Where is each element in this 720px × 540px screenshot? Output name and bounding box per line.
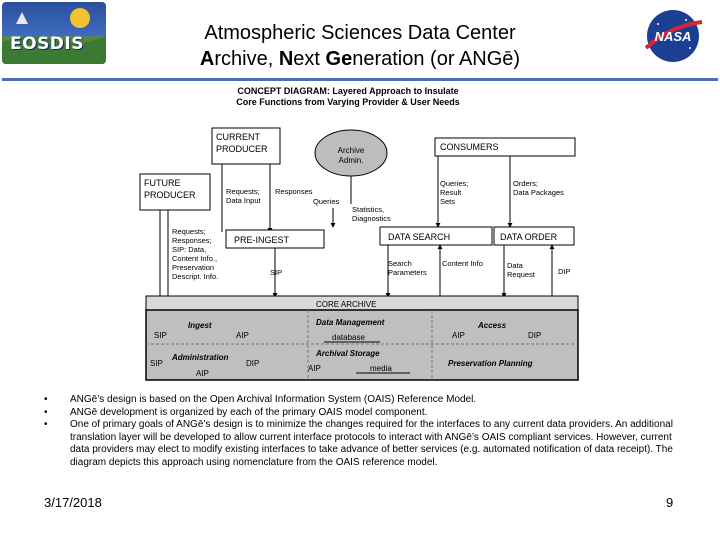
archival-storage-label: Archival Storage [316,349,380,358]
title-emph-a: A [199,48,215,70]
bullet-marker: • [44,419,48,430]
ingest-sip-label: SIP [154,331,167,340]
data-input-label: Data Input [226,196,261,205]
admin-sip-label: SIP [150,359,163,368]
left-label-4: Preservation [172,263,215,272]
title-emph-ge: Ge [325,48,353,70]
administration-label: Administration [172,353,229,362]
footer-date: 3/17/2018 [44,495,102,510]
access-aip-label: AIP [452,331,465,340]
bullet-item [44,394,684,407]
orders-label-1: Orders; [513,179,539,188]
media-label: media [370,364,392,373]
queries-result-label-3: Sets [440,197,456,206]
access-dip-label: DIP [528,331,542,340]
admin-dip-label: DIP [246,359,260,368]
eosdis-logo [2,2,106,64]
queries-result-label-1: Queries; [440,179,469,188]
search-params-label-1: Search [388,259,412,268]
dip-right-label: DIP [558,267,571,276]
bullet-text: ANGē development is organized by each of the primary OAIS model component. [70,406,428,418]
diagnostics-label: Diagnostics [352,214,391,223]
producer-submission-labels [172,227,218,281]
statistics-label: Statistics, [352,205,385,214]
requests-label: Requests; [226,187,260,196]
queries-result-label-2: Result [440,188,462,197]
consumers-label: CONSUMERS [440,142,499,152]
left-label-3: Content Info., [172,254,218,263]
slide-title [140,20,580,72]
bullet-text: One of primary goals of ANGē’s design is to minimize the changes required for the interfaces to any current data providers. An additional translation layer will be developed to allow current interface protocols to interact with ANGē’s OAIS compliant services. However, current data providers may elect to modify existing interfaces to take advance of better services (e.g. automated notification of data receipt). The diagram depicts this approach using nomenclature from the OAIS reference model. [70,419,673,468]
search-params-label-2: Parameters [388,268,427,277]
header-rule [2,78,718,81]
pre-ingest-label: PRE-INGEST [234,235,290,245]
eosdis-logo-text: EOSDIS [10,34,84,54]
archive-admin-label-2: Admin. [338,156,364,165]
nasa-logo [640,8,706,64]
content-info-label: Content Info [442,259,483,268]
data-order-label: DATA ORDER [500,232,558,242]
data-request-label-2: Request [507,270,535,279]
left-label-0: Requests; [172,227,206,236]
title-part-b: rchive, [214,48,279,70]
future-producer-label-1: FUTURE [144,178,181,188]
bullet-text: ANGē’s design is based on the Open Archival Information System (OAIS) Reference Model. [70,394,477,405]
access-label: Access [478,321,507,330]
nasa-logo-text: NASA [654,29,692,44]
archive-admin-label-1: Archive [337,146,365,155]
title-line-2 [140,46,580,72]
responses-label: Responses [275,187,313,196]
current-producer-label-2: PRODUCER [216,144,268,154]
core-archive-label: CORE ARCHIVE [316,300,377,309]
data-management-label: Data Management [316,318,385,327]
footer-page-number: 9 [666,495,674,510]
preservation-planning-label: Preservation Planning [448,359,533,368]
orders-label-2: Data Packages [513,188,564,197]
concept-diagram [130,82,585,382]
eosdis-logo-graphic [2,2,106,64]
bullet-item [44,419,684,469]
title-emph-n: N [278,48,294,70]
future-producer-label-2: PRODUCER [144,190,196,200]
title-part-d: ext [293,48,326,70]
database-label: database [332,333,365,342]
bullet-marker: • [44,406,48,418]
queries-label-mid: Queries [313,197,340,206]
title-line-1: Atmospheric Sciences Data Center [204,22,516,44]
bullet-marker: • [44,394,48,405]
bullet-item [44,407,684,420]
left-label-2: SIP: Data, [172,245,207,254]
diagram-heading-2: Core Functions from Varying Provider & User Needs [236,97,460,107]
left-label-5: Descript. Info. [172,272,219,281]
title-part-f: neration (or ANGē) [352,48,521,70]
bullet-list [44,394,684,469]
data-request-label-1: Data [507,261,523,270]
data-search-label: DATA SEARCH [388,232,451,242]
ingest-label: Ingest [188,321,212,330]
storage-aip-label: AIP [308,364,321,373]
sip-mid-label: SIP [270,268,283,277]
left-label-1: Responses; [172,236,212,245]
ingest-aip-label: AIP [236,331,249,340]
diagram-heading-1: CONCEPT DIAGRAM: Layered Approach to Insulate [237,86,459,96]
admin-aip-label: AIP [196,369,209,378]
current-producer-label-1: CURRENT [216,132,260,142]
